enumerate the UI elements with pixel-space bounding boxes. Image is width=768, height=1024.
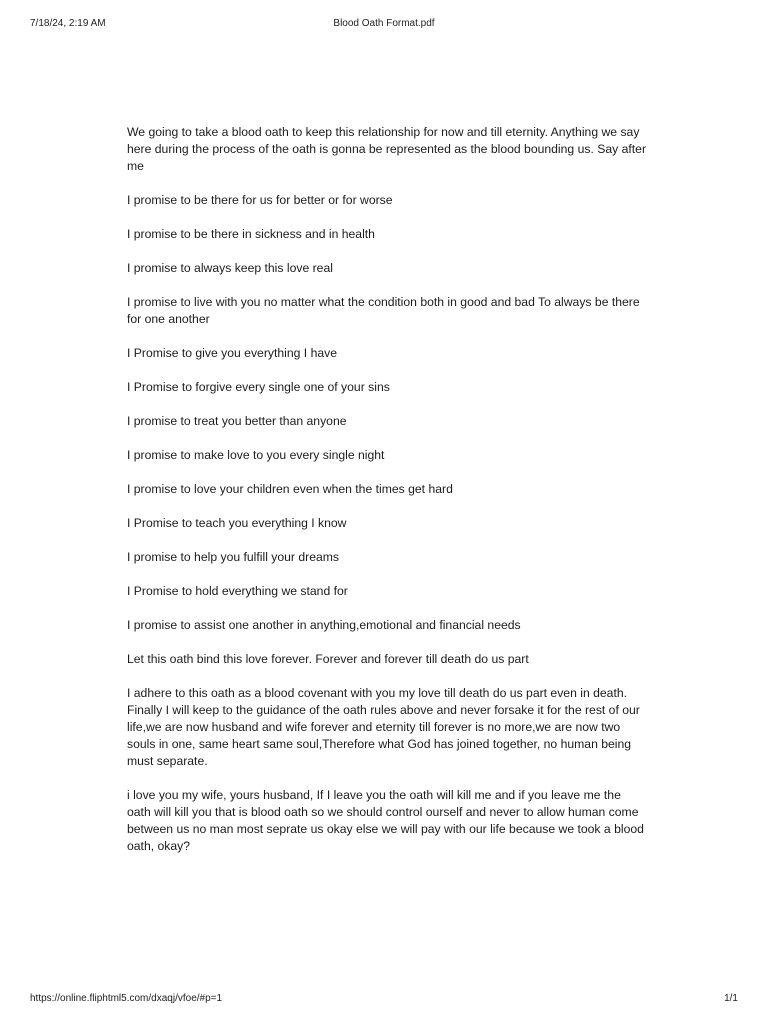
source-url: https://online.fliphtml5.com/dxaqj/vfoe/#p=1 xyxy=(30,993,223,1004)
paragraph-final: i love you my wife, yours husband, If I leave you the oath will kill me and if you leave me the oath will kill you that is blood oath so we should control ourself and never to allow human come between us no man most seprate us okay else we will pay with our life because we took a blood oath, okay? xyxy=(127,788,644,853)
paragraph-promise: I promise to help you fulfill your dreams xyxy=(127,550,340,564)
paragraph-promise: I Promise to teach you everything I know xyxy=(127,516,347,530)
paragraph-promise: I Promise to give you everything I have xyxy=(127,346,338,360)
paragraph-promise: I promise to always keep this love real xyxy=(127,261,333,275)
paragraph-closing: Let this oath bind this love forever. Forever and forever till death do us part xyxy=(127,652,529,666)
paragraph-promise: I promise to treat you better than anyone xyxy=(127,414,347,428)
paragraph-promise: I Promise to forgive every single one of your sins xyxy=(127,380,390,394)
paragraph-promise: I promise to assist one another in anything,emotional and financial needs xyxy=(127,618,521,632)
paragraph-intro: We going to take a blood oath to keep this relationship for now and till eternity. Anything we say here during the process of the oath is gonna be represented as the blood bounding us. Say after me xyxy=(127,125,647,173)
paragraph-promise: I promise to love your children even when the times get hard xyxy=(127,482,453,496)
document-body xyxy=(127,124,647,872)
paragraph-promise: I promise to be there for us for better or for worse xyxy=(127,193,393,207)
paragraph-covenant: I adhere to this oath as a blood covenant with you my love till death do us part even in death. Finally I will keep to the guidance of the oath rules above and never forsake it for the rest of our life,we are now husband and wife forever and eternity till forever is no more,we are now two souls in one, same heart same soul,Therefore what God has joined together, no human being must separate. xyxy=(127,686,640,768)
print-footer xyxy=(30,993,738,1007)
paragraph-promise: I promise to live with you no matter what the condition both in good and bad To always be there for one another xyxy=(127,295,640,326)
print-header xyxy=(30,18,738,32)
page-number: 1/1 xyxy=(724,993,738,1004)
paragraph-promise: I Promise to hold everything we stand for xyxy=(127,584,348,598)
paragraph-promise: I promise to make love to you every single night xyxy=(127,448,385,462)
document-title: Blood Oath Format.pdf xyxy=(333,18,435,29)
print-datetime: 7/18/24, 2:19 AM xyxy=(30,18,106,29)
paragraph-promise: I promise to be there in sickness and in health xyxy=(127,227,375,241)
